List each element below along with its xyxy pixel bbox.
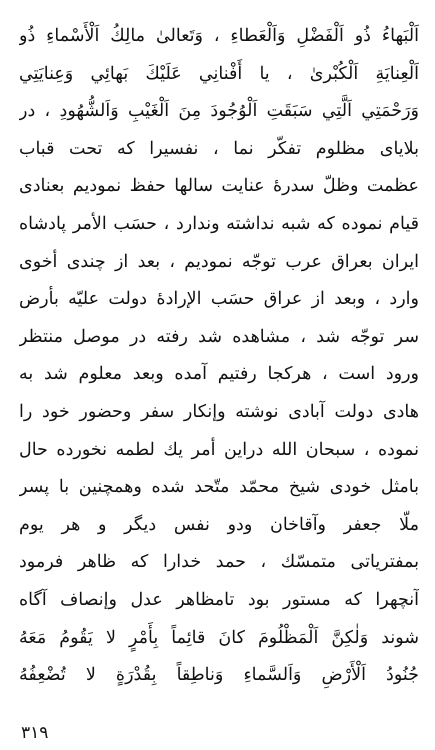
text-line-17: شوند وَلٰكِنَّ اَلْمَظْلُومَ كانَ قائِماً بِأَمْرٍ لا يَقُومُ مَعَهُ [19,627,419,648]
body-text [19,18,419,695]
text-line-12: نموده ، سبحان الله دراين أمر يك لطمه نخورده حال [19,439,419,460]
text-line-15: بمفترياتى متمسّك ، حمد خدارا كه ظاهر فرمود [19,552,419,573]
text-line-1: اَلْبَهاءُ ذُو اَلْفَضْلِ وَاَلْعَطاءِ ، وَتَعالىٰ مالِكُ اَلْأَسْماءِ ذُو [19,26,419,46]
text-line-10: ورود است ، هركجا رفتيم آمده وبعد معلوم شد به [19,364,419,385]
text-line-9: سر توجّه شد ، مشاهده شد رفته در موصل منتظر [19,326,419,347]
text-line-5: عظمت وظلّ سدرهٔ عنايت سالها حفظ نموديم بعنادى [19,176,419,197]
page-number: ۳۱۹ [21,723,49,743]
text-line-2: اَلْعِنايَةِ اَلْكُبْرىٰ ، يا أَفْنانِي عَلَيْكَ بَهائِي وَعِنايَتِي [19,63,419,84]
text-line-4: بلاياى مظلوم تفكّر نما ، نفسيرا كه تحت قباب [19,138,419,159]
text-line-16: آنچهرا كه مستور بود تامظاهر عدل وإنصاف آگاه [19,589,419,610]
text-line-7: ايران بعراق عرب توجّه نموديم ، بعد از چندى أخوى [19,251,419,272]
text-line-6: قيام نموده كه شبه نداشته وندارد ، حسَب الأمر پادشاه [19,213,419,234]
text-line-8: وارد ، وبعد از عراق حسَب الإرادهٔ دولت عليّه بأرض [19,289,419,310]
text-line-18: جُنُودُ اَلْأَرْضِ وَاَلسَّماءِ وَناطِقاً بِقُدْرَةٍ لا تُضْعِفُهُ [19,665,419,686]
text-line-13: بامثل خودى شيخ محمّد متّحد شده وهمچنين با پسر [19,477,419,498]
text-line-11: هادى دولت آبادى نوشته وإنكار سفر وحضور خود را [19,401,419,422]
text-line-3: وَرَحْمَتِي اَلَّتِي سَبَقَتِ اَلْوُجُودَ مِنَ اَلْغَيْبِ وَاَلشُّهُودِ ، در [19,101,419,122]
text-line-14: ملّا جعفر وآقاخان ودو نفس ديگر و هر يوم [19,514,419,535]
